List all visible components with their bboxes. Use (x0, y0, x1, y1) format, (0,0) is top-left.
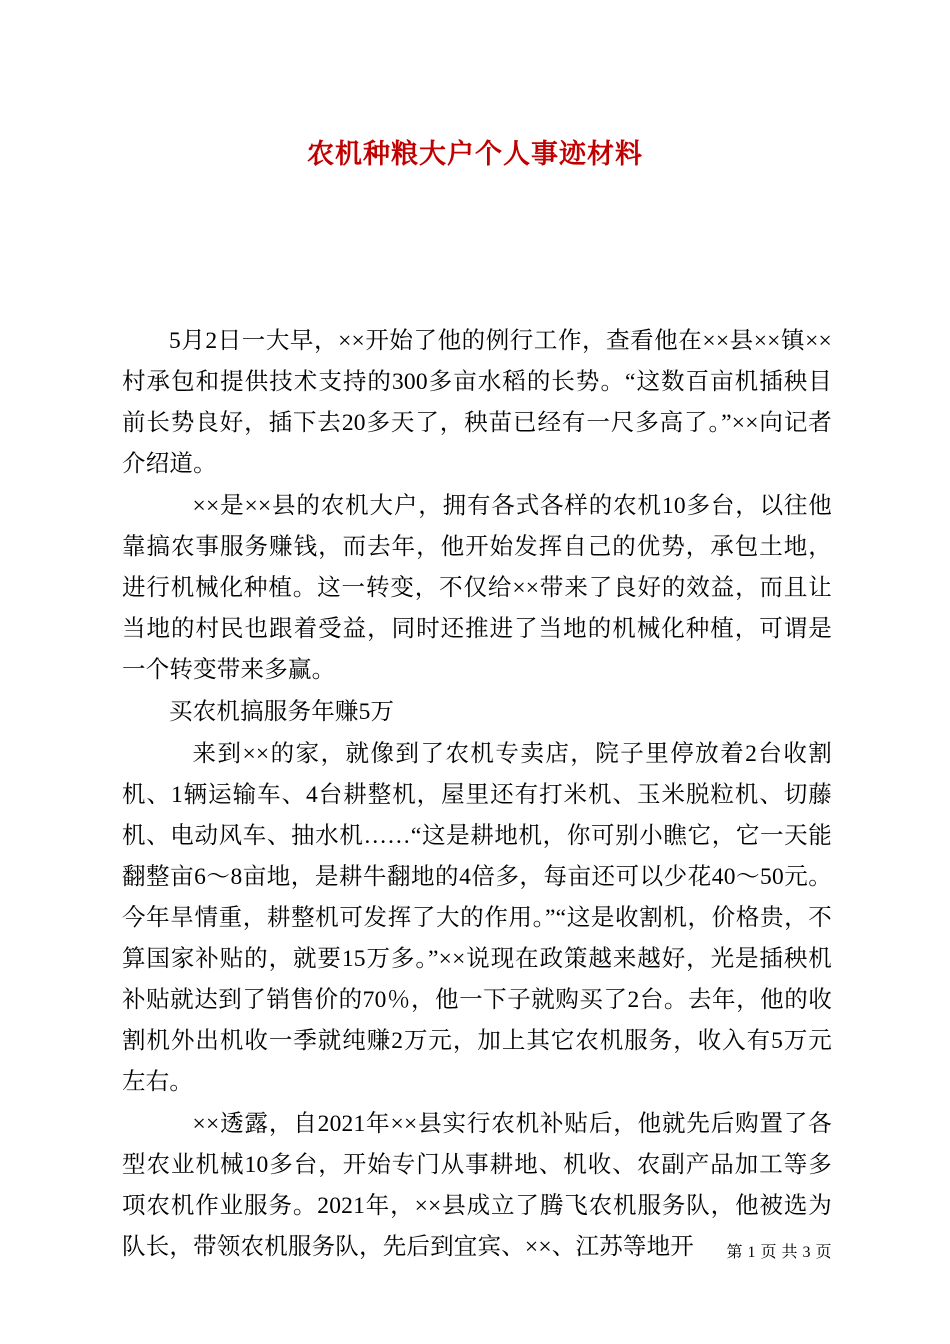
page-title: 农机种粮大户个人事迹材料 (307, 139, 643, 169)
document-body (0, 321, 950, 1268)
paragraph-subheading: 买农机搞服务年赚5万 (169, 699, 395, 725)
paragraph: ××透露，自2021年××县实行农机补贴后，他就先后购置了各型农业机械10多台，开始专门从事耕地、机收、农副产品加工等多项农机作业服务。2021年，××县成立了腾飞农机服务队，他被选为队长，带领农机服务队，先后到宜宾、××、江苏等地开 (122, 1111, 832, 1260)
page-footer: 第 1 页 共 3 页 (726, 1244, 832, 1261)
paragraph: ××是××县的农机大户，拥有各式各样的农机10多台，以往他靠搞农事服务赚钱，而去年，他开始发挥自己的优势，承包土地，进行机械化种植。这一转变，不仅给××带来了良好的效益，而且让当地的村民也跟着受益，同时还推进了当地的机械化种植，可谓是一个转变带来多赢。 (122, 493, 832, 683)
paragraph: 5月2日一大早，××开始了他的例行工作，查看他在××县××镇××村承包和提供技术支持的300多亩水稻的长势。“这数百亩机插秧目前长势良好，插下去20多天了，秧苗已经有一尺多高了。”××向记者介绍道。 (122, 328, 832, 477)
paragraph: 来到××的家，就像到了农机专卖店，院子里停放着2台收割机、1辆运输车、4台耕整机，屋里还有打米机、玉米脱粒机、切藤机、电动风车、抽水机……“这是耕地机，你可别小瞧它，它一天能翻整亩6～8亩地，是耕牛翻地的4倍多，每亩还可以少花40～50元。今年旱情重，耕整机可发挥了大的作用。”“这是收割机，价格贵，不算国家补贴的，就要15万多。”××说现在政策越来越好，光是插秧机补贴就达到了销售价的70％，他一下子就购买了2台。去年，他的收割机外出机收一季就纯赚2万元，加上其它农机服务，收入有5万元左右。 (122, 741, 832, 1095)
